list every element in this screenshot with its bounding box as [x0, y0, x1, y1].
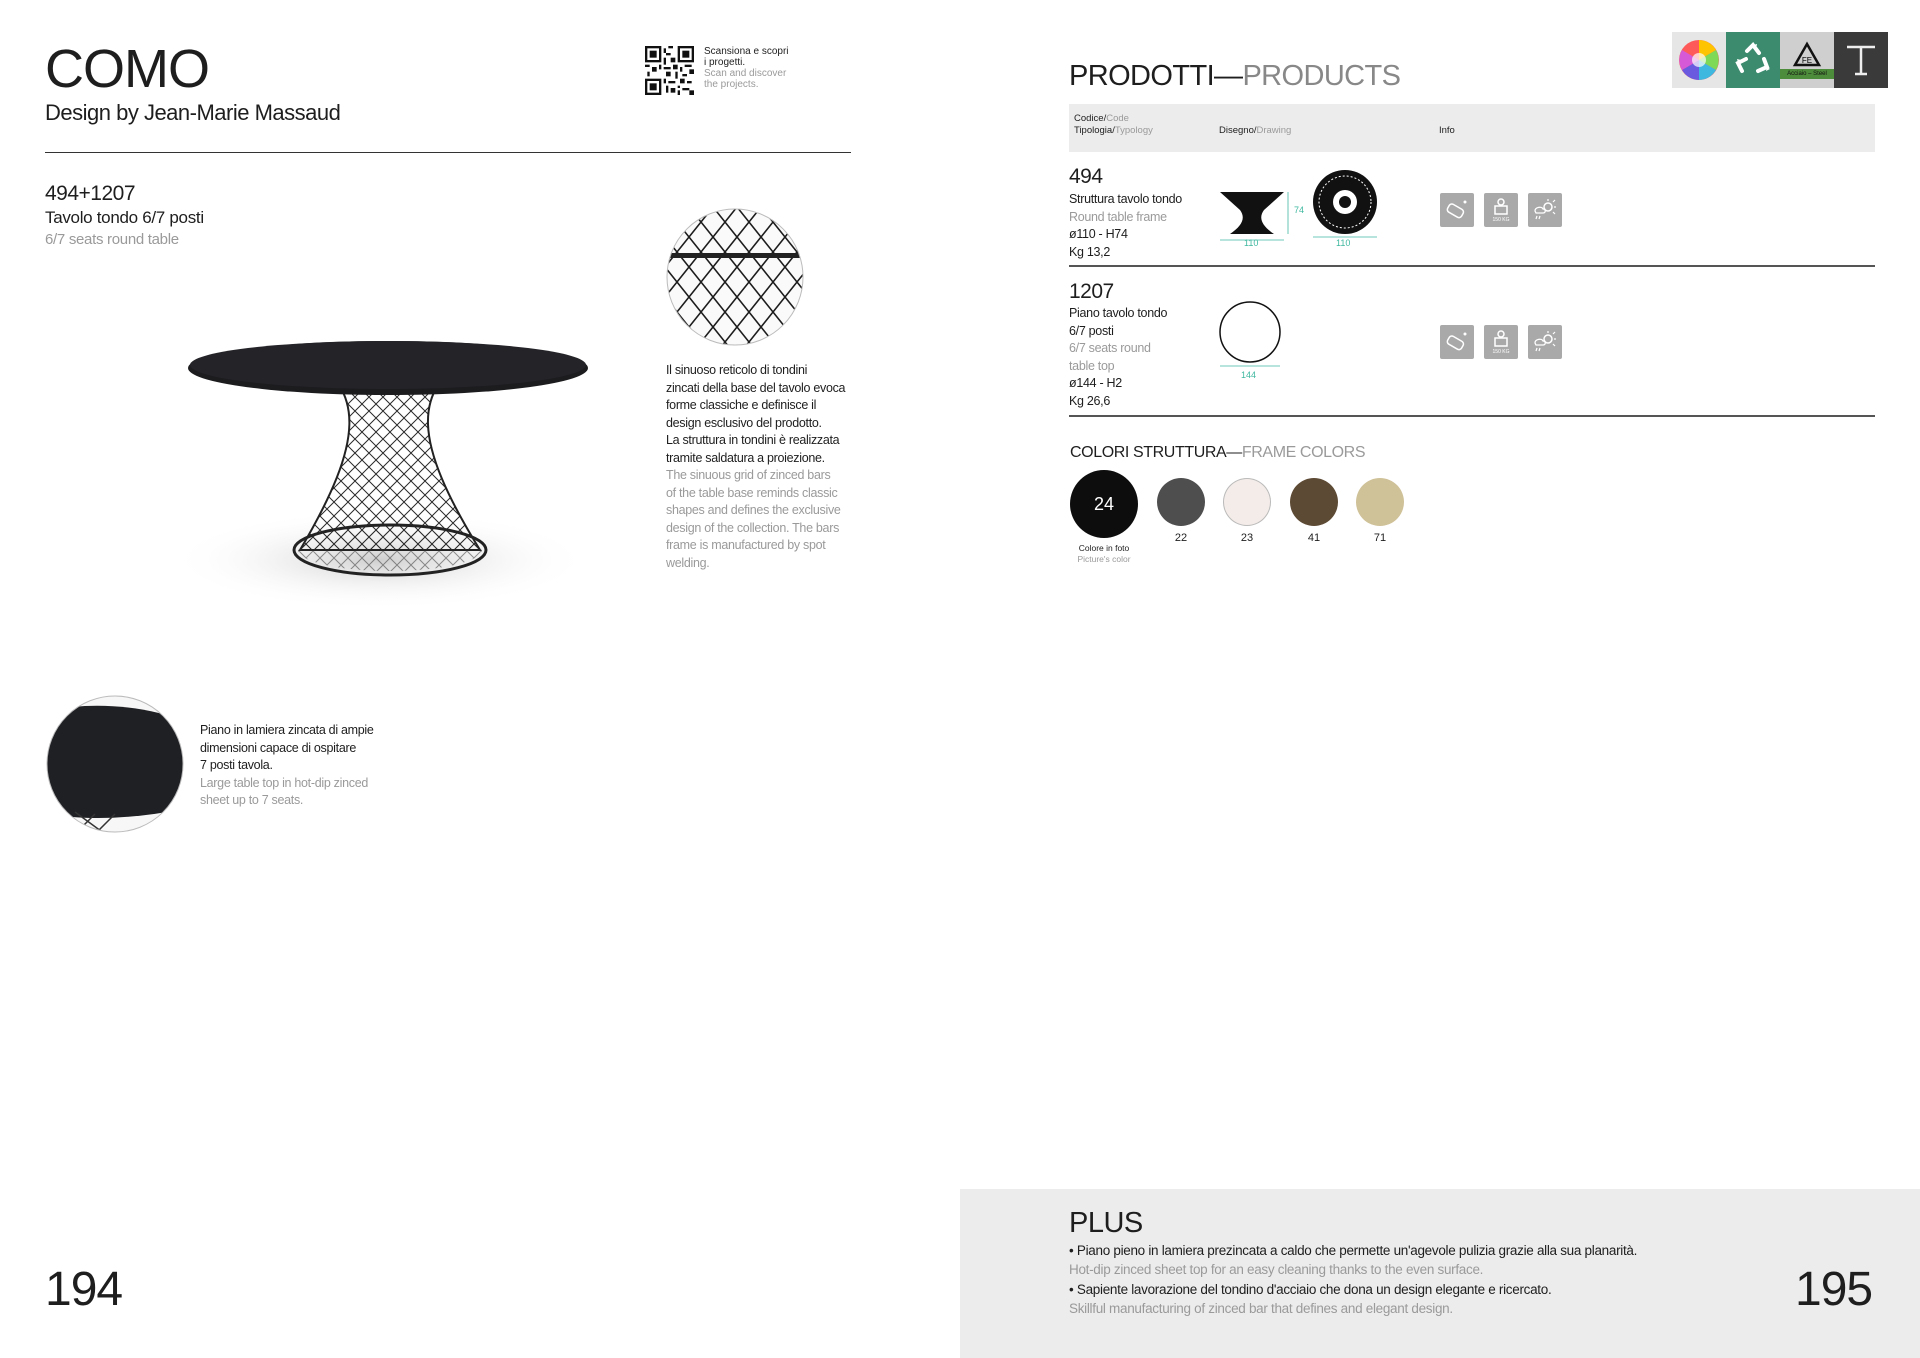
header-code-typology: Codice/Code Tipologia/Typology: [1074, 113, 1153, 136]
color-code-22: 22: [1174, 532, 1188, 544]
header-icon-bar: [1672, 32, 1888, 88]
weight-load-icon: [1484, 325, 1518, 359]
product-code: 494+1207: [45, 182, 136, 205]
weather-resistant-icon: [1528, 325, 1562, 359]
color-wheel-icon: [1672, 32, 1726, 88]
product-code: 494: [1069, 165, 1103, 188]
table-product-image: [180, 320, 600, 620]
color-swatch-24[interactable]: 24: [1070, 470, 1138, 538]
row-divider: [1069, 265, 1875, 267]
plus-item-it: • Sapiente lavorazione del tondino d'acciaio che dona un design elegante e ricercato.: [1069, 1281, 1552, 1297]
mesh-detail-image: [665, 207, 805, 347]
dim-diameter-1207: 144: [1241, 370, 1257, 380]
product-name-en: 6/7 seats round table: [45, 231, 179, 248]
weather-resistant-icon: [1528, 193, 1562, 227]
frame-colors-title: COLORI STRUTTURA—FRAME COLORS: [1070, 444, 1366, 461]
base-description: Il sinuoso reticolo di tondini zincati della base del tavolo evoca forme classiche e definisce il design esclusivo del prodotto. La struttura in tondini è realizzata tramite saldatura a proiezione. The sinuous grid of zinced bars of the table base reminds classic shapes and defines the exclusive design of the collection. The bars frame is manufactured by spot welding.: [666, 363, 846, 570]
color-swatch-22[interactable]: [1157, 478, 1205, 526]
plus-title: PLUS: [1069, 1207, 1143, 1239]
frame-top-drawing: [1310, 167, 1380, 239]
svg-text:FE: FE: [1801, 56, 1813, 65]
tabletop-detail-image: [45, 694, 185, 834]
cleaning-icon: [1440, 193, 1474, 227]
plus-item-en: Skillful manufacturing of zinced bar that defines and elegant design.: [1069, 1300, 1453, 1316]
page-number-left: 194: [45, 1263, 123, 1316]
page-title: COMO: [45, 39, 209, 99]
header-info: Info: [1439, 125, 1455, 136]
dim-height-494: 74: [1294, 205, 1305, 215]
product-weight: Kg 13,2: [1069, 244, 1110, 259]
weight-load-icon: [1484, 193, 1518, 227]
svg-text:150 KG: 150 KG: [1492, 217, 1510, 223]
qr-caption: Scansiona e scopri i progetti. Scan and discover the projects.: [704, 46, 789, 90]
color-swatch-71[interactable]: [1356, 478, 1404, 526]
dim-width-494: 110: [1244, 238, 1259, 248]
color-code-23: 23: [1240, 532, 1254, 544]
color-swatch-23[interactable]: [1223, 478, 1271, 526]
product-dimensions: ø110 - H74: [1069, 227, 1128, 241]
plus-item-it: • Piano pieno in lamiera prezincata a caldo che permette un'agevole pulizia grazie alla sua planarità.: [1069, 1243, 1638, 1258]
header-drawing: Disegno/Drawing: [1219, 125, 1292, 136]
product-name-it: Struttura tavolo tondo: [1069, 192, 1182, 206]
steel-recycling-icon: [1780, 32, 1834, 88]
qr-code-icon[interactable]: [645, 46, 694, 95]
designer-credit: Design by Jean-Marie Massaud: [45, 100, 341, 125]
tabletop-drawing: [1216, 300, 1284, 370]
info-icons-494: [1440, 193, 1562, 227]
title-divider: [45, 152, 851, 153]
recycle-icon: [1726, 32, 1780, 88]
steel-label: Acciaio – Steel: [1780, 69, 1834, 79]
product-name-en: Round table frame: [1069, 209, 1167, 224]
t-type-icon: [1834, 32, 1888, 88]
dim-top-494: 110: [1336, 238, 1351, 248]
plus-item-en: Hot-dip zinced sheet top for an easy cleaning thanks to the even surface.: [1069, 1262, 1484, 1278]
product-row-1207: 1207 Piano tavolo tondo 6/7 posti 6/7 seats round table top ø144 - H2 Kg 26,6: [1069, 280, 1167, 410]
color-in-photo-label: Colore in foto Picture's color: [1077, 543, 1131, 564]
plus-list: [1069, 1241, 1829, 1318]
product-name-en: 6/7 seats round: [1069, 341, 1151, 355]
color-swatch-41[interactable]: [1290, 478, 1338, 526]
product-name-it: Tavolo tondo 6/7 posti: [45, 208, 204, 227]
color-code-41: 41: [1307, 532, 1321, 544]
product-weight: Kg 26,6: [1069, 393, 1110, 408]
products-table-header: [1069, 104, 1875, 152]
products-title: PRODOTTI—PRODUCTS: [1069, 60, 1401, 92]
color-code-71: 71: [1373, 532, 1387, 544]
info-icons-1207: [1440, 325, 1562, 359]
product-name-it: Piano tavolo tondo: [1069, 306, 1168, 320]
cleaning-icon: [1440, 325, 1474, 359]
row-divider: [1069, 415, 1875, 417]
product-dimensions: ø144 - H2: [1069, 376, 1122, 390]
tabletop-description: Piano in lamiera zincata di ampie dimensioni capace di ospitare 7 posti tavola. Large table top in hot-dip zinced sheet up to 7 seats.: [200, 723, 374, 807]
product-row-494: [1069, 165, 1182, 261]
page-number-right: 195: [1795, 1263, 1873, 1316]
product-code: 1207: [1069, 280, 1114, 303]
svg-text:150 KG: 150 KG: [1492, 349, 1510, 355]
